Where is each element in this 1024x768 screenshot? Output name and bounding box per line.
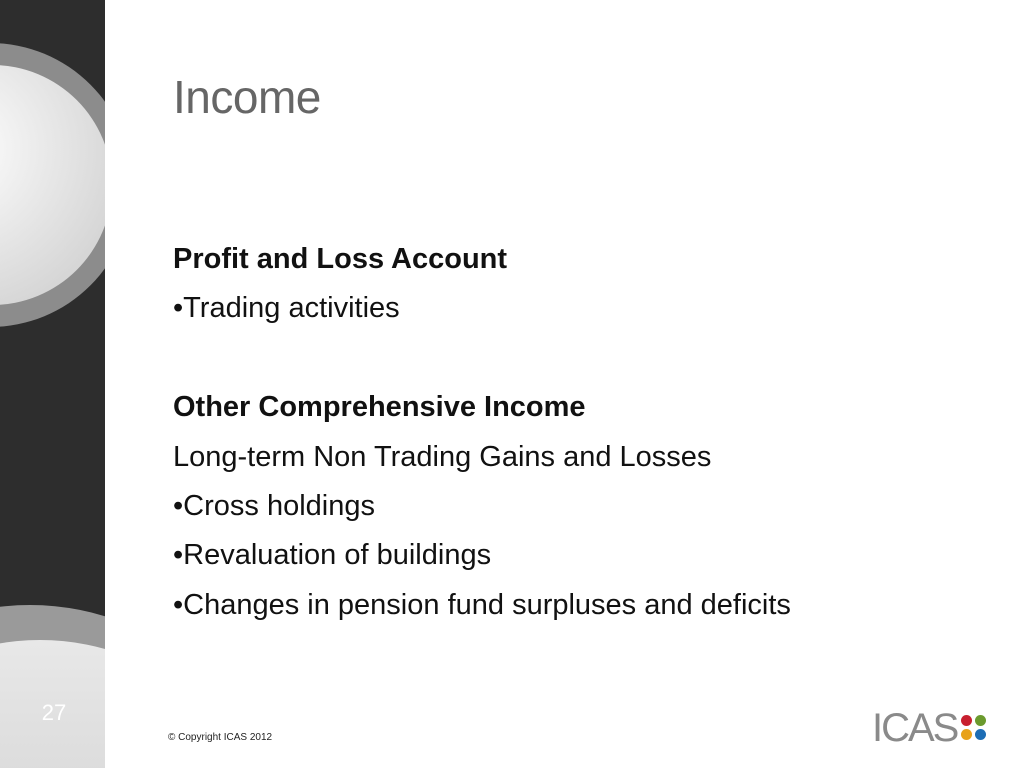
logo-dot-orange bbox=[961, 729, 972, 740]
icas-logo bbox=[872, 708, 987, 748]
bullet-trading-activities: •Trading activities bbox=[173, 292, 400, 325]
logo-dot-green bbox=[975, 715, 986, 726]
bullet-cross-holdings: •Cross holdings bbox=[173, 489, 375, 522]
blank-line bbox=[173, 334, 993, 383]
heading-profit-loss: Profit and Loss Account bbox=[173, 243, 508, 275]
logo-dot-red bbox=[961, 715, 972, 726]
logo-dot-blue bbox=[975, 729, 986, 740]
side-decoration-band bbox=[0, 0, 105, 768]
side-arc-decoration bbox=[0, 0, 105, 768]
slide-title: Income bbox=[173, 71, 321, 123]
slide-number: 27 bbox=[41, 700, 67, 725]
slide-body bbox=[173, 235, 993, 630]
bullet-revaluation-buildings: •Revaluation of buildings bbox=[173, 539, 492, 572]
logo-text: ICAS bbox=[872, 706, 958, 750]
heading-other-comprehensive-income: Other Comprehensive Income bbox=[173, 391, 586, 424]
logo-dots-icon bbox=[961, 715, 987, 741]
bullet-pension-fund: •Changes in pension fund surpluses and deficits bbox=[173, 588, 791, 621]
subheading-long-term-gains: Long-term Non Trading Gains and Losses bbox=[173, 440, 712, 473]
copyright-notice: © Copyright ICAS 2012 bbox=[168, 732, 273, 743]
